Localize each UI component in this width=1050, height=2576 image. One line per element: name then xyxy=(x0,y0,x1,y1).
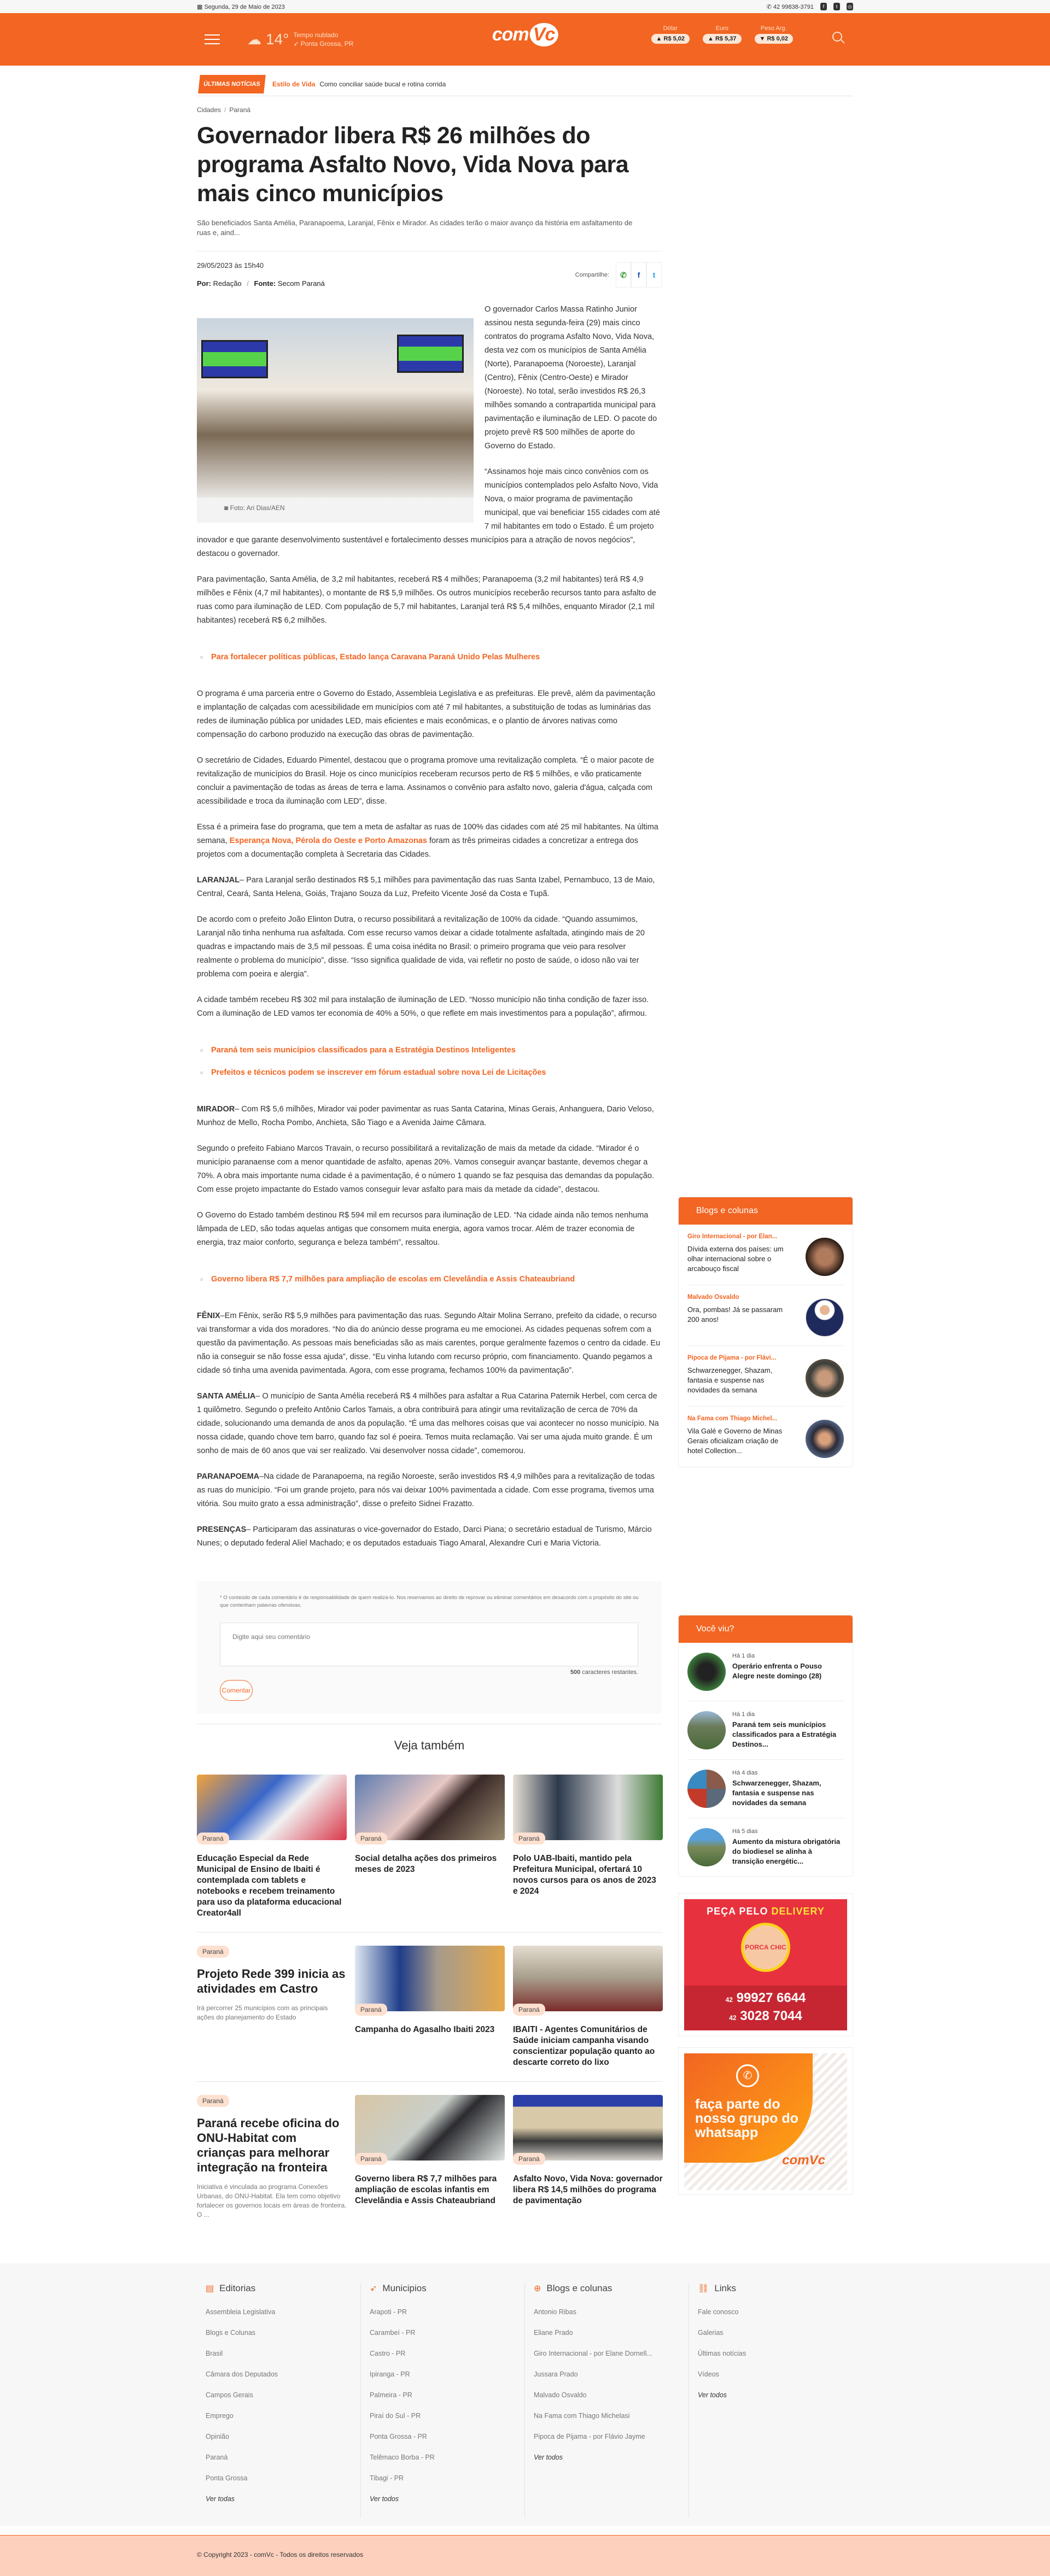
footer-see-all[interactable]: Ver todas xyxy=(206,2495,235,2503)
category-tag[interactable]: Paraná xyxy=(513,2004,545,2016)
ticker-category[interactable]: Estilo de Vida xyxy=(272,80,316,88)
twitter-share-icon[interactable]: t xyxy=(646,262,662,288)
ad-brand-logo: comVc xyxy=(782,2153,825,2168)
paragraph: PARANAPOEMA–Na cidade de Paranapoema, na região Noroeste, serão investidos R$ 4,9 milhões para a revitalização de todas as ruas do município. “Foi um grande projeto, para nós vai deixar 100% pavimentada a cidade. Com esse programa, tivemos uma vitória. Sou muito grato a essa administração”, disse o prefeito Sidnei Frazatto. xyxy=(197,1472,655,1508)
breadcrumb-parana[interactable]: Paraná xyxy=(229,106,251,114)
phone-contact[interactable]: ✆ 42 99838-3791 xyxy=(766,3,814,10)
sidebar xyxy=(678,106,853,2220)
share-bar: Compartilhe: ✆ f t xyxy=(575,262,662,288)
footer-link[interactable]: Galerias xyxy=(698,2329,724,2337)
related-links xyxy=(211,1044,662,1080)
footer-link[interactable]: Na Fama com Thiago Michelasi xyxy=(534,2412,630,2420)
card-title[interactable]: Educação Especial da Rede Municipal de Ensino de Ibaiti é contemplada com tablets e notebooks e recebem treinamento para uso da plataforma educacional Creator4all xyxy=(197,1854,342,1918)
trend-up-icon: ▲ xyxy=(708,36,714,42)
menu-icon[interactable] xyxy=(205,34,220,44)
thumbnail xyxy=(687,1770,726,1808)
news-card[interactable] xyxy=(355,2095,505,2220)
comment-note: * O conteúdo de cada comentário é de responsabilidade de quem realizá-lo. Nos reservamos ao direito de reprovar ou eliminar comentários em desacordo com o propósito do site ou que contenham palavras ofensivas. xyxy=(220,1595,639,1608)
category-tag[interactable]: Paraná xyxy=(197,1833,229,1845)
ad-delivery-banner[interactable]: PEÇA PELO DELIVERY PORCA CHIC 42 99927 6644 42 3028 7044 xyxy=(678,1893,853,2036)
globe-icon: ⊕ xyxy=(534,2284,541,2293)
currency-rates xyxy=(651,25,793,44)
currency-peso: Peso Arg. ▼ R$ 0,02 xyxy=(755,25,793,44)
thumbnail xyxy=(687,1711,726,1749)
footer-see-all[interactable]: Ver todos xyxy=(698,2391,727,2399)
calendar-icon: ▦ xyxy=(197,3,205,10)
footer-link[interactable]: Blogs e Colunas xyxy=(206,2329,256,2337)
blog-item[interactable]: Na Fama com Thiago Michel... Vila Galé e Governo de Minas Gerais oficializam criação de hotel Collection... xyxy=(687,1407,844,1467)
paragraph: “Assinamos hoje mais cinco convênios com os municípios contemplados pelo Asfalto Novo, Vida Nova, o maior programa de pavimentação municipal, que vai beneficiar 155 cidades com até 7 mil habitantes em todo o Estado. É um projeto inovador e que garante desenvolvimento sustentável e fortalecimento desses municípios para a atração de novos negócios”, destacou o governador. xyxy=(197,467,660,558)
footer-link[interactable]: Jussara Prado xyxy=(534,2370,578,2378)
paragraph: O governador Carlos Massa Ratinho Junior assinou nesta segunda-feira (29) mais cinco contratos do programa Asfalto Novo, Vida Nova, desta vez com os municípios de Santa Amélia (Norte), Paranapoema (Noroeste), Laranjal (Centro), Fênix (Centro-Oeste) e Mirador (Noroeste). No total, serão investidos R$ 26,3 milhões somando a contrapartida municipal para pavimentação e iluminação de LED. O pacote do projeto prevê R$ 500 milhões de aporte do Governo do Estado. xyxy=(485,305,657,450)
news-card[interactable] xyxy=(513,2095,663,2220)
category-tag[interactable]: Paraná xyxy=(197,1946,229,1958)
related-link[interactable]: ○ Paraná tem seis municípios classificados para a Estratégia Destinos Inteligentes xyxy=(211,1044,662,1057)
thumbnail xyxy=(687,1653,726,1691)
footer-link[interactable]: Arapoti - PR xyxy=(370,2308,407,2316)
paragraph: A cidade também recebeu R$ 302 mil para instalação de iluminação de LED. “Nosso município não tinha condição de fazer isso. Com a iluminação de LED vamos ter economia de 40% a 50%, o que reflete em mais investimentos para a população”, afirmou. xyxy=(197,996,649,1018)
card-title[interactable]: Governo libera R$ 7,7 milhões para ampliação de escolas infantis em Clevelândia e Assis Chateaubriand xyxy=(355,2174,497,2205)
newspaper-icon: ▤ xyxy=(206,2284,214,2293)
category-tag[interactable]: Paraná xyxy=(513,1833,545,1845)
ad-phone: 3028 7044 xyxy=(740,2009,802,2023)
news-card[interactable] xyxy=(355,1775,505,1919)
ticker-headline[interactable]: Como conciliar saúde bucal e rotina corrida xyxy=(319,80,446,88)
footer-link[interactable]: Ponta Grossa - PR xyxy=(370,2433,427,2440)
footer-link[interactable]: Carambeí - PR xyxy=(370,2329,416,2337)
card-title[interactable]: Asfalto Novo, Vida Nova: governador libera R$ 14,5 milhões do programa de pavimentação xyxy=(513,2174,663,2205)
date-display: ▦ Segunda, 29 de Maio de 2023 xyxy=(197,3,285,10)
paragraph: O Governo do Estado também destinou R$ 594 mil em recursos para iluminação de LED. “Na cidade ainda não temos nenhuma lâmpada de LED, são todas aquelas antigas que consomem muita energia, agora vamos trocar. Além de trazer economia de energia, traz maior conforto, segurança e beleza também”, ressaltou. xyxy=(197,1211,649,1247)
trend-down-icon: ▼ xyxy=(759,36,766,42)
news-ticker xyxy=(0,72,1050,96)
inline-link[interactable]: Esperança Nova, Pérola do Oeste e Porto Amazonas xyxy=(229,836,427,845)
breadcrumb-cidades[interactable]: Cidades xyxy=(197,106,221,114)
ad-whatsapp-banner[interactable]: ✆ faça parte do nosso grupo do whatsapp comVc xyxy=(678,2047,853,2195)
ad-phone: 99927 6644 xyxy=(736,1990,806,2005)
news-card[interactable] xyxy=(197,1775,347,1919)
footer-link[interactable]: Campos Gerais xyxy=(206,2391,253,2399)
seen-item[interactable]: Há 5 dias Aumento da mistura obrigatória do biodiesel se alinha à transição energétic... xyxy=(687,1818,844,1876)
site-logo[interactable]: com Vc xyxy=(492,23,558,46)
footer-link[interactable]: Telêmaco Borba - PR xyxy=(370,2454,435,2461)
avatar xyxy=(806,1359,844,1397)
location-arrow-icon: ➶ xyxy=(370,2284,377,2293)
paragraph: MIRADOR– Com R$ 5,6 milhões, Mirador vai poder pavimentar as ruas Santa Catarina, Minas Gerais, Anhanguera, Dario Veloso, Munhoz de Mello, Rocha Pombo, Anchieta, São Tiago e a Avenida Jaime Câmara. xyxy=(197,1105,654,1127)
weather-desc: Tempo nublado xyxy=(293,31,339,39)
facebook-icon[interactable]: f xyxy=(820,3,827,10)
card-title[interactable]: IBAITI - Agentes Comunitários de Saúde iniciam campanha visando conscientizar população quanto ao descarte correto do lixo xyxy=(513,2025,655,2067)
search-icon[interactable] xyxy=(832,32,842,42)
currency-euro: Euro ▲ R$ 5,37 xyxy=(703,25,741,44)
see-also-title: Veja também xyxy=(394,1738,465,1752)
footer-link[interactable]: Giro Internacional - por Elane Dornell... xyxy=(534,2350,652,2357)
footer-link[interactable]: Ipiranga - PR xyxy=(370,2370,410,2378)
category-tag[interactable]: Paraná xyxy=(513,2153,545,2165)
category-tag[interactable]: Paraná xyxy=(355,2153,387,2165)
currency-dolar: Dólar ▲ R$ 5,02 xyxy=(651,25,690,44)
paragraph: LARANJAL– Para Laranjal serão destinados R$ 5,1 milhões para pavimentação das ruas Santa Izabel, Pernambuco, 13 de Maio, Central, Ceará, Santa Helena, Goiás, Trajano Souza da Luz, Prefeito Vicente José da Costa e Tupã. xyxy=(197,876,655,898)
news-card[interactable] xyxy=(197,1946,347,2068)
article-body xyxy=(197,303,662,1550)
link-icon: ⛓ xyxy=(698,2284,709,2293)
ad-headline: PEÇA PELO DELIVERY xyxy=(707,1906,825,1917)
related-link[interactable]: ○ Governo libera R$ 7,7 milhões para ampliação de escolas em Clevelândia e Assis Chateaubriand xyxy=(211,1273,662,1286)
seen-box xyxy=(678,1615,853,1877)
footer-link[interactable]: Paraná xyxy=(206,2454,228,2461)
blog-item[interactable]: Pipoca de Pijama - por Flávi... Schwarzenegger, Shazam, fantasia e suspense nas novidades da semana xyxy=(687,1346,844,1407)
comment-input[interactable] xyxy=(220,1623,638,1666)
blogs-box-title: Blogs e colunas xyxy=(679,1197,853,1225)
photo-caption: Foto: Ari Dias/AEN xyxy=(230,504,285,512)
category-tag[interactable]: Paraná xyxy=(355,2004,387,2016)
weather-city: Ponta Grossa, PR xyxy=(300,40,354,48)
news-card[interactable] xyxy=(355,1946,505,2068)
top-bar xyxy=(0,0,1050,13)
copyright-bar xyxy=(0,2535,1050,2576)
related-link[interactable]: ○ Prefeitos e técnicos podem se inscrever em fórum estadual sobre nova Lei de Licitações xyxy=(211,1066,662,1080)
seen-item[interactable]: Há 4 dias Schwarzenegger, Shazam, fantasia e suspense nas novidades da semana xyxy=(687,1760,844,1818)
paragraph: O secretário de Cidades, Eduardo Pimentel, destacou que o programa promove uma revitalização completa. “É o maior pacote de revitalização de municípios do Brasil. Hoje os cinco municípios receberam recursos perto de R$ 5 milhões, e vão praticamente concluir a pavimentação de todas as áreas de terra e lama. Assinamos o convênio para asfalto novo, galeria d'água, calçada com acessibilidade e troca da iluminação com LED”, disse. xyxy=(197,756,654,806)
twitter-icon[interactable]: t xyxy=(833,3,840,10)
card-title[interactable]: Projeto Rede 399 inicia as atividades em Castro xyxy=(197,1967,346,1995)
whatsapp-icon: ✆ xyxy=(736,2064,759,2087)
facebook-share-icon[interactable]: f xyxy=(631,262,646,288)
paragraph: De acordo com o prefeito João Elinton Dutra, o recurso possibilitará a revitalização de 100% da cidade. “Quando assumimos, Laranjal não tinha nenhuma rua asfaltada. Com esse recurso vamos deixar a cidade totalmente asfaltada, atingindo mais de 20 quadras e impactando mais de 3,5 mil pessoas. É uma coisa inédita no Brasil: o primeiro programa que veio para resolver realmente o problema do município”, disse. “Isso significa qualidade de vida, vai refletir no posto de saúde, o idoso não vai ter problema com poeira e alergia”. xyxy=(197,915,645,979)
news-card[interactable] xyxy=(197,2095,347,2220)
chars-remaining: 500 caracteres restantes. xyxy=(570,1669,638,1676)
avatar xyxy=(806,1298,844,1337)
paragraph: Para pavimentação, Santa Amélia, de 3,2 mil habitantes, receberá R$ 4 milhões; Paranapoema (3,2 mil habitantes) terá R$ 4,9 milhões e Fênix (4,7 mil habitantes), o montante de R$ 5,9 milhões. Os outros municípios receberão recursos tanto para asfalto de ruas como para iluminação de LED. Com população de 5,7 mil habitantes, Laranjal terá R$ 5,4 milhões, enquanto Mirador (2,1 mil habitantes) receberá R$ 6,2 milhões. xyxy=(197,575,656,625)
paragraph: FÊNIX–Em Fênix, serão R$ 5,9 milhões para pavimentação das ruas. Segundo Altair Molina Serrano, prefeito da cidade, o recurso vai transformar a vida dos moradores. “No dia do anúncio desse programa eu me emocionei. As cidades pequenas sofrem com a questão da pavimentação. As pessoas mais beneficiadas são as mais carentes, porque geralmente fazemos o centro da cidade. Eu não ia conseguir se não fosse essa ajuda”, disse. “Eu vinha lutando com recurso próprio, com financiamento. Quando pegamos a cidade só tinha uma avenida pavimentada. Agora, com esse programa, fechamos 100% da pavimentação”. xyxy=(197,1312,661,1375)
footer-col-editorias: ▤ Editorias Assembleia Legislativa Blogs e Colunas Brasil Câmara dos Deputados Campos Gerais Emprego Opinião Paraná Ponta Grossa Ver todas xyxy=(197,2283,361,2518)
footer-col-municipios: ➶ Municipios Arapoti - PR Carambeí - PR Castro - PR Ipiranga - PR Palmeira - PR Piraí do Sul - PR Ponta Grossa - PR Telêmaco Borba - PR Tibagi - PR Ver todos xyxy=(361,2283,525,2518)
whatsapp-share-icon[interactable]: ✆ xyxy=(616,262,631,288)
copyright-text: © Copyright 2023 - comVc - Todos os direitos reservados xyxy=(197,2551,364,2559)
cloud-sun-icon: ☁ xyxy=(247,31,261,48)
article-title: Governador libera R$ 26 milhões do programa Asfalto Novo, Vida Nova para mais cinco municípios xyxy=(197,122,629,207)
footer-col-links: ⛓ Links Fale conosco Galerias Últimas notícias Vídeos Ver todos xyxy=(689,2283,853,2518)
ticker-label: ÚLTIMAS NOTÍCIAS xyxy=(198,75,266,93)
footer-link[interactable]: Palmeira - PR xyxy=(370,2391,412,2399)
footer-see-all[interactable]: Ver todos xyxy=(370,2495,399,2503)
footer-link[interactable]: Câmara dos Deputados xyxy=(206,2370,278,2378)
footer-link[interactable]: Emprego xyxy=(206,2412,234,2420)
footer-link[interactable]: Antonio Ribas xyxy=(534,2308,576,2316)
related-links xyxy=(211,651,662,664)
footer-link[interactable]: Brasil xyxy=(206,2350,223,2357)
card-excerpt: Iniciativa é vinculada ao programa Conexões Urbanas, do ONU-Habitat. Ela tem como objetivo fortalecer os governos locais em áreas de fronteira. O ... xyxy=(197,2183,347,2218)
category-tag[interactable]: Paraná xyxy=(197,2095,229,2107)
paragraph: Segundo o prefeito Fabiano Marcos Travain, o recurso possibilitará a revitalização de mais da metade da cidade. “Mirador é o município paranaense com a menor quantidade de asfalto, apenas 20%. Vamos conseguir avançar bastante, devemos chegar a 70%. A obra mais importante numa cidade é a pavimentação, é o número 1 quando se faz pesquisa das demandas da população. Com esse projeto impactante do Estado vamos conseguir levar asfalto para mais da metade da cidade”, destacou. xyxy=(197,1144,654,1194)
trend-up-icon: ▲ xyxy=(656,36,662,42)
footer-link[interactable]: Opinião xyxy=(206,2433,230,2440)
footer-link[interactable]: Ponta Grossa xyxy=(206,2474,248,2482)
comment-form xyxy=(197,1581,662,1714)
photo-image xyxy=(197,318,474,497)
footer xyxy=(0,2263,1050,2526)
author: Redação xyxy=(213,279,242,288)
footer-link[interactable]: Pipoca de Pijama - por Flávio Jayme xyxy=(534,2433,645,2440)
instagram-icon[interactable]: ◎ xyxy=(847,3,853,10)
ad-logo: PORCA CHIC xyxy=(741,1923,790,1972)
publish-date: 29/05/2023 às 15h40 xyxy=(197,261,264,270)
footer-link[interactable]: Fale conosco xyxy=(698,2308,739,2316)
paragraph: PRESENÇAS– Participaram das assinaturas o vice-governador do Estado, Darci Piana; o secretário estadual de Turismo, Márcio Nunes; o deputado federal Aliel Machado; e os deputados estaduais Tiago Amaral, Alexandre Curi e Maria Victoria. xyxy=(197,1525,652,1548)
news-card[interactable] xyxy=(513,1946,663,2068)
site-header xyxy=(0,13,1050,66)
seen-item[interactable]: Há 1 dia Paraná tem seis municípios classificados para a Estratégia Destinos... xyxy=(687,1701,844,1760)
footer-col-blogs: ⊕ Blogs e colunas Antonio Ribas Eliane Prado Giro Internacional - por Elane Dornell... Jussara Prado Malvado Osvaldo Na Fama com Thiago Michelasi Pipoca de Pijama - por Flávio Jayme Ver todos xyxy=(525,2283,689,2518)
card-title[interactable]: Polo UAB-Ibaiti, mantido pela Prefeitura Municipal, ofertará 10 novos cursos para os anos de 2023 e 2024 xyxy=(513,1854,656,1896)
footer-link[interactable]: Malvado Osvaldo xyxy=(534,2391,587,2399)
footer-link[interactable]: Castro - PR xyxy=(370,2350,406,2357)
paragraph: O programa é uma parceria entre o Governo do Estado, Assembleia Legislativa e as prefeituras. Ele prevê, além da pavimentação e implantação de calçadas com acessibilidade em municípios com até 7 mil habitantes, a substituição de todas as luminárias das redes de iluminação pública por unidades LED, mais eficientes e mais econômicas, e o plantio de árvores nativas como compensação do carbono produzido na execução das obras de pavimentação. xyxy=(197,689,656,739)
blogs-box xyxy=(678,1197,853,1467)
seen-box-title: Você viu? xyxy=(679,1615,853,1643)
article-meta: 29/05/2023 às 15h40 Por: Redação / Fonte: Secom Paraná Compartilhe: ✆ f t xyxy=(197,251,662,288)
camera-icon: ◙ xyxy=(224,504,230,512)
breadcrumb: Cidades / Paraná xyxy=(197,106,251,114)
source: Secom Paraná xyxy=(277,279,325,288)
article-lead: São beneficiados Santa Amélia, Paranapoema, Laranjal, Fênix e Mirador. As cidades terão o maior avanço da história em asfaltamento de ruas e, aind... xyxy=(197,219,633,237)
location-icon: ➶ xyxy=(293,40,301,48)
footer-link[interactable]: Assembleia Legislativa xyxy=(206,2308,276,2316)
blog-item[interactable]: Giro Internacional - por Elan... Dívida externa dos países: um olhar internacional sobre o arcabouço fiscal xyxy=(687,1225,844,1285)
weather-widget xyxy=(247,31,353,48)
seen-item[interactable]: Há 1 dia Operário enfrenta o Pouso Alegre neste domingo (28) xyxy=(687,1643,844,1701)
related-links xyxy=(211,1273,662,1286)
card-title[interactable]: Paraná recebe oficina do ONU-Habitat com crianças para melhorar integração na fronteira xyxy=(197,2116,340,2174)
article xyxy=(197,106,662,2220)
comment-submit-button[interactable]: Comentar xyxy=(220,1680,253,1701)
avatar xyxy=(806,1238,844,1276)
footer-link[interactable]: Tibagi - PR xyxy=(370,2474,404,2482)
thumbnail xyxy=(687,1828,726,1866)
paragraph: Essa é a primeira fase do programa, que tem a meta de asfaltar as ruas de 100% das cidades com até 25 mil habitantes. Na última semana, Esperança Nova, Pérola do Oeste e Porto Amazonas foram as três primeiras cidades a concretizar a entrega dos projetos com a documentação completa à Secretaria das Cidades. xyxy=(197,823,658,859)
avatar xyxy=(806,1420,844,1458)
see-also-grid xyxy=(197,1775,662,2220)
temperature: 14° xyxy=(266,31,289,48)
related-link[interactable]: ○ Para fortalecer políticas públicas, Estado lança Caravana Paraná Unido Pelas Mulheres xyxy=(211,651,662,664)
category-tag[interactable]: Paraná xyxy=(355,1833,387,1845)
card-excerpt: Irá percorrer 25 municípios com as principais ações do planejamento do Estado xyxy=(197,2004,328,2021)
footer-link[interactable]: Vídeos xyxy=(698,2370,719,2378)
footer-see-all[interactable]: Ver todos xyxy=(534,2454,563,2461)
news-card[interactable] xyxy=(513,1775,663,1919)
article-photo[interactable] xyxy=(197,318,474,523)
footer-link[interactable]: Últimas notícias xyxy=(698,2350,746,2357)
footer-link[interactable]: Eliane Prado xyxy=(534,2329,573,2337)
paragraph: SANTA AMÉLIA– O município de Santa Amélia receberá R$ 4 milhões para asfaltar a Rua Catarina Paternik Herbel, com cerca de 1 quilômetro. Segundo o prefeito Antônio Carlos Tamais, a obra contribuirá para atingir uma revitalização de cerca de 70% da cidade, solucionando uma demanda de anos da população. “É uma das melhores coisas que vai acontecer no nosso município. Na nossa cidade, quando chove tem barro, quando faz sol é poeira. Temos muita reclamação. Vai ser uma ajuda muito grande. É um sonho de mais de 60 anos que vai ser realizado. Vai desenvolver nossa cidade”, comemorou. xyxy=(197,1392,659,1455)
blog-item[interactable]: Malvado Osvaldo Ora, pombas! Já se passaram 200 anos! xyxy=(687,1285,844,1346)
card-title[interactable]: Social detalha ações dos primeiros meses de 2023 xyxy=(355,1854,497,1874)
whatsapp-icon: ✆ xyxy=(766,3,773,10)
card-title[interactable]: Campanha do Agasalho Ibaiti 2023 xyxy=(355,2025,495,2034)
footer-link[interactable]: Piraí do Sul - PR xyxy=(370,2412,421,2420)
